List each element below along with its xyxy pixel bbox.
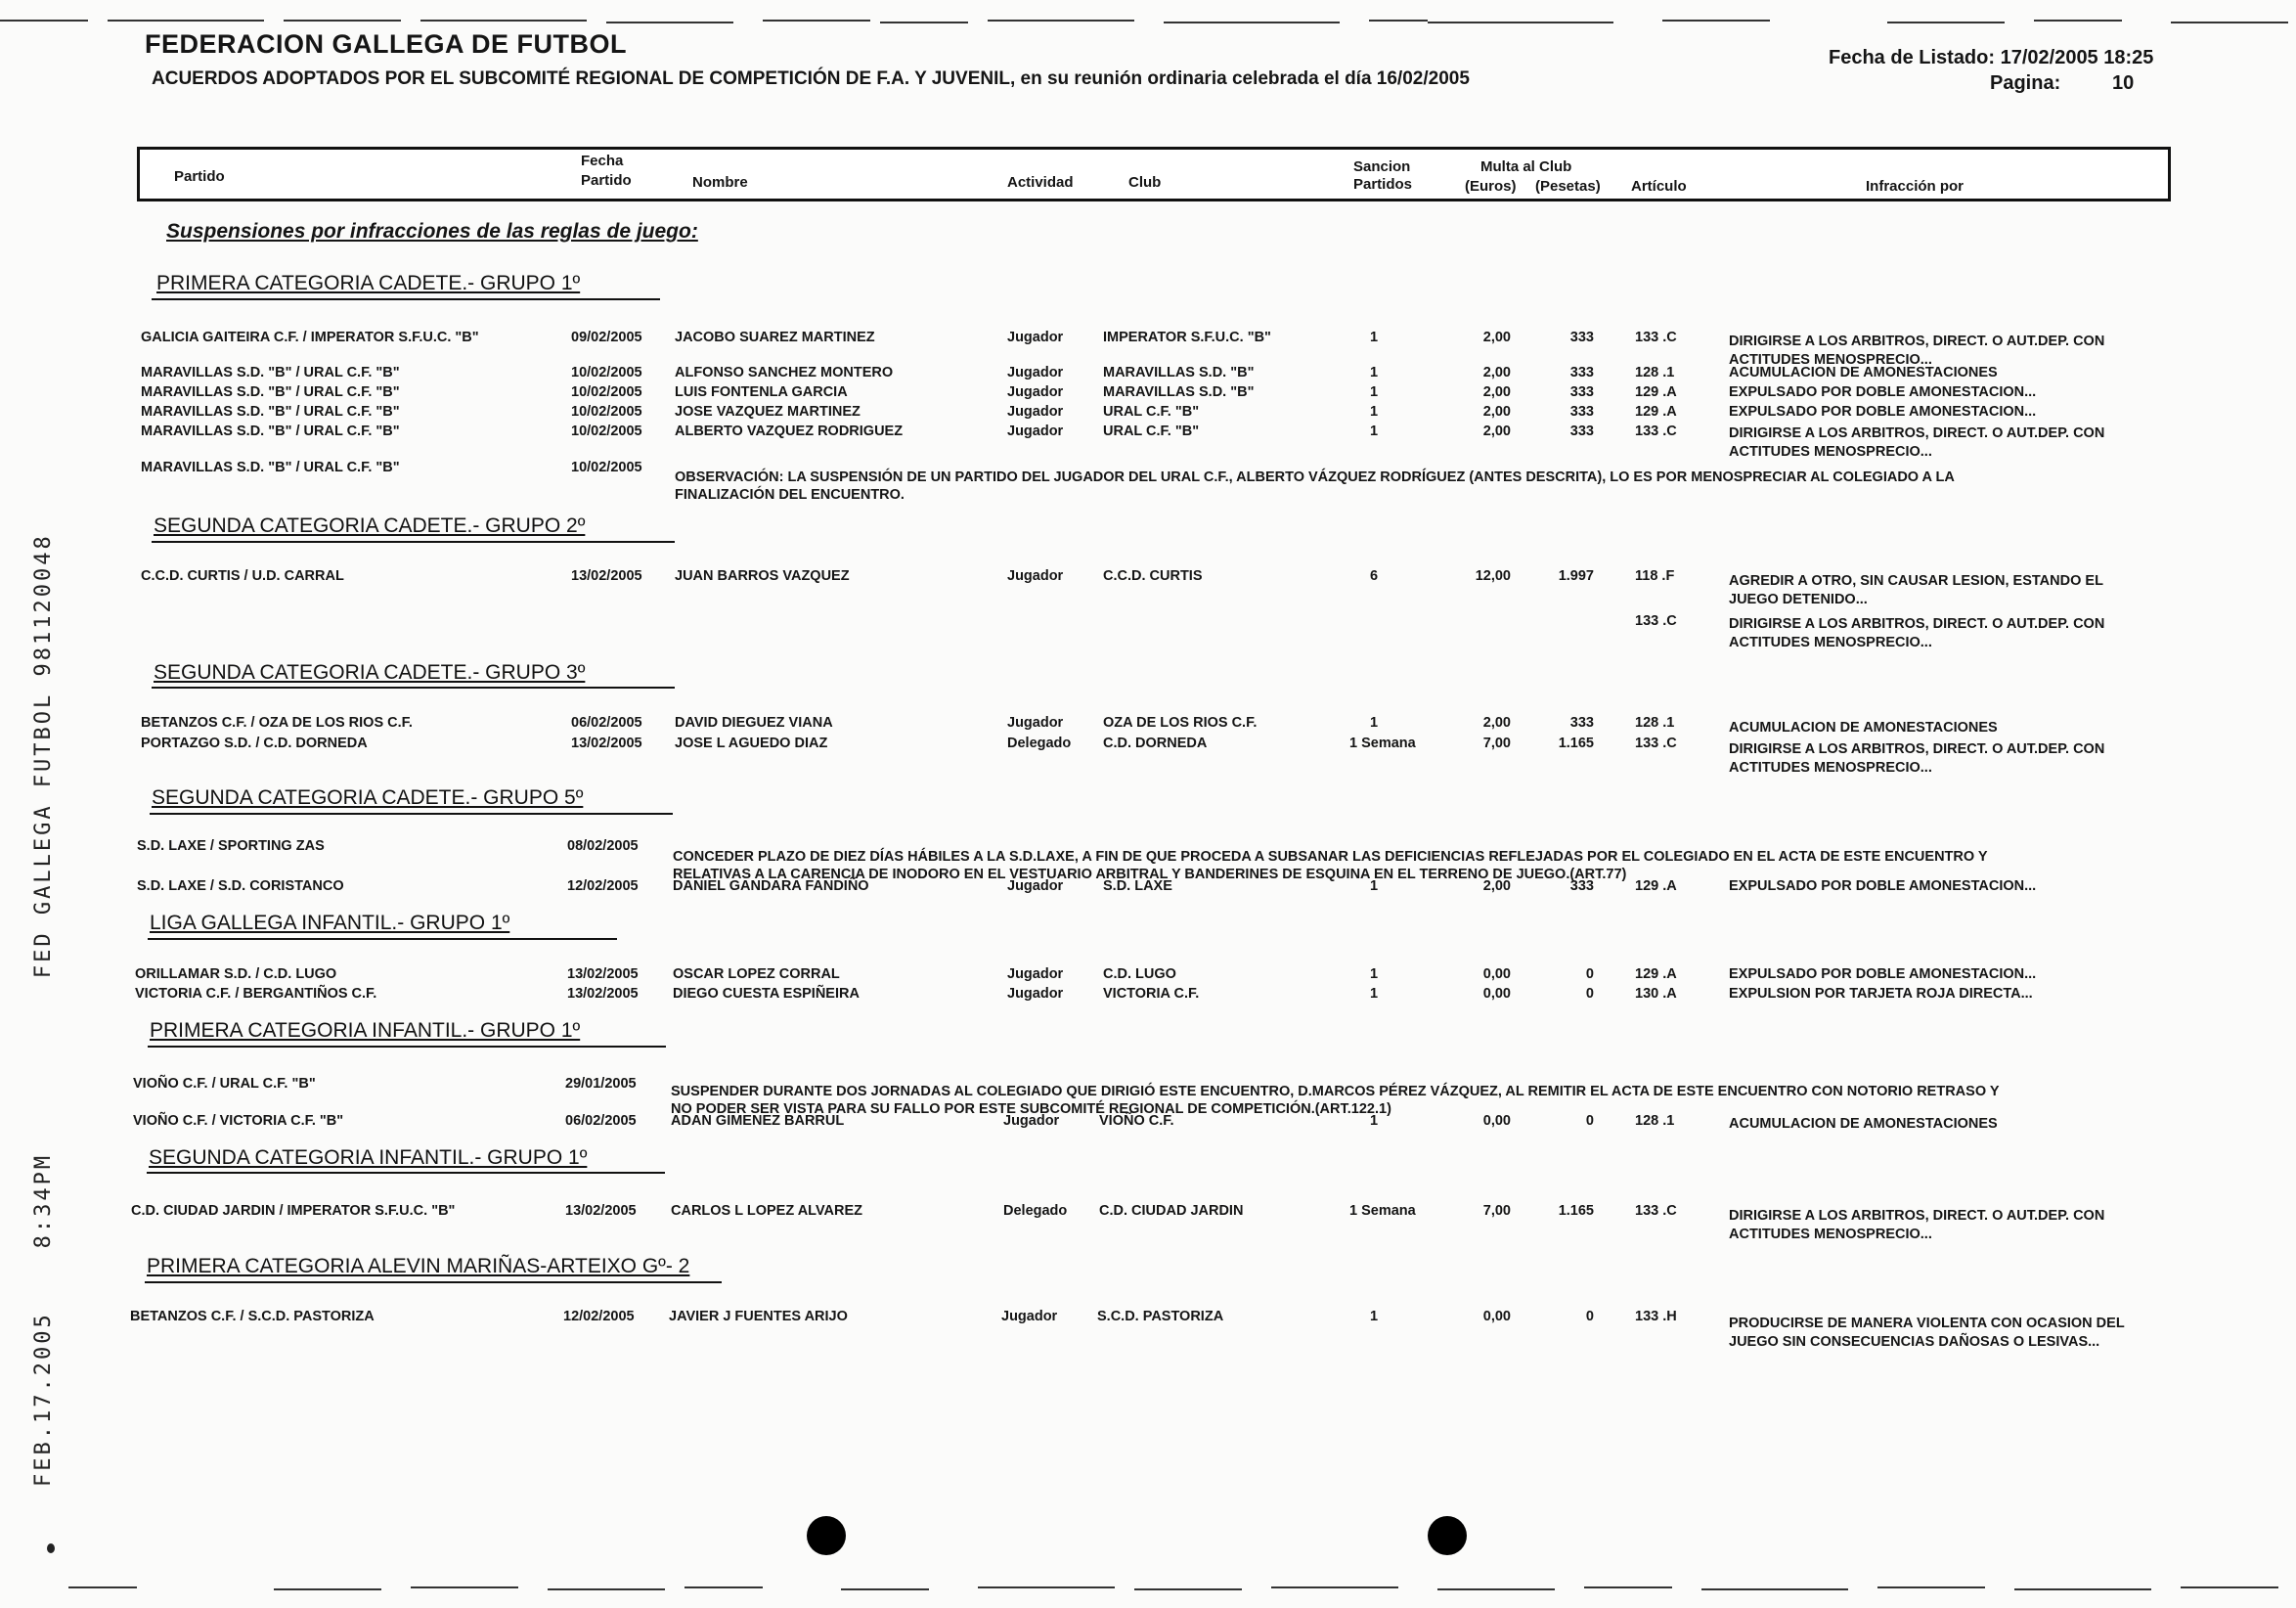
club: VIOÑO C.F. [1099, 1113, 1174, 1129]
infraccion: EXPULSADO POR DOBLE AMONESTACION... [1729, 384, 2037, 400]
infraccion: EXPULSADO POR DOBLE AMONESTACION... [1729, 404, 2037, 420]
nombre: DAVID DIEGUEZ VIANA [675, 715, 833, 731]
euros: 2,00 [1482, 878, 1511, 894]
nombre: ADAN GIMENEZ BARRUL [671, 1113, 845, 1129]
articulo: 133 .C [1635, 613, 1677, 629]
fecha: 10/02/2005 [571, 424, 642, 439]
nombre: ALBERTO VAZQUEZ RODRIGUEZ [675, 424, 904, 439]
col-pesetas: (Pesetas) [1535, 178, 1601, 195]
infraccion-line: DIRIGIRSE A LOS ARBITROS, DIRECT. O AUT.DEP. CON [1729, 616, 2105, 632]
actividad: Delegado [1007, 736, 1072, 751]
partido: MARAVILLAS S.D. "B" / URAL C.F. "B" [141, 424, 400, 439]
sancion: 1 [1369, 330, 1379, 345]
observation-line: CONCEDER PLAZO DE DIEZ DÍAS HÁBILES A LA S.D.LAXE, A FIN DE QUE PROCEDA A SUBSANAR LAS DEFICIENCIAS REFLEJADAS POR EL COLEGIADO EN EL ACTA DE ESTE ENCUENTRO Y [673, 849, 1988, 865]
table-row [0, 613, 2296, 650]
fecha: 10/02/2005 [571, 365, 642, 380]
col-fecha-bottom: Partido [581, 172, 632, 189]
actividad: Delegado [1003, 1203, 1068, 1219]
table-row [0, 986, 2296, 1005]
fecha: 09/02/2005 [571, 330, 642, 345]
sancion: 1 [1369, 715, 1379, 731]
club: S.C.D. PASTORIZA [1097, 1309, 1224, 1324]
articulo: 129 .A [1635, 384, 1677, 400]
sancion: 6 [1369, 568, 1379, 584]
euros: 0,00 [1482, 1113, 1511, 1129]
infraccion: EXPULSADO POR DOBLE AMONESTACION... [1729, 878, 2037, 894]
partido: GALICIA GAITEIRA C.F. / IMPERATOR S.F.U.C. "B" [141, 330, 479, 345]
articulo: 133 .C [1635, 330, 1677, 345]
nombre: LUIS FONTENLA GARCIA [675, 384, 848, 400]
pesetas: 0 [1585, 986, 1594, 1002]
euros: 2,00 [1482, 715, 1511, 731]
observation-line: FINALIZACIÓN DEL ENCUENTRO. [675, 487, 905, 503]
partido: PORTAZGO S.D. / C.D. DORNEDA [141, 736, 368, 751]
actividad: Jugador [1001, 1309, 1058, 1324]
articulo: 128 .1 [1635, 365, 1675, 380]
infraccion [1729, 740, 2104, 778]
sancion: 1 [1369, 365, 1379, 380]
col-nombre: Nombre [692, 174, 748, 191]
table-row [0, 1203, 2296, 1242]
doc-subtitle: ACUERDOS ADOPTADOS POR EL SUBCOMITÉ REGIONAL DE COMPETICIÓN DE F.A. Y JUVENIL, en su reunión ordinaria celebrada el día 16/02/2005 [152, 68, 1470, 89]
partido: C.C.D. CURTIS / U.D. CARRAL [141, 568, 344, 584]
sancion: 1 [1369, 404, 1379, 420]
club: IMPERATOR S.F.U.C. "B" [1103, 330, 1271, 345]
club: MARAVILLAS S.D. "B" [1103, 384, 1255, 400]
actividad: Jugador [1007, 715, 1064, 731]
listing-date: Fecha de Listado: 17/02/2005 18:25 [1829, 47, 2154, 68]
nombre: JOSE VAZQUEZ MARTINEZ [675, 404, 861, 420]
col-sancion-bottom: Partidos [1353, 176, 1413, 193]
infraccion-line: ACTITUDES MENOSPRECIO... [1729, 635, 1932, 650]
infraccion-line: JUEGO SIN CONSECUENCIAS DAÑOSAS O LESIVAS... [1729, 1334, 2100, 1350]
infraccion-line: DIRIGIRSE A LOS ARBITROS, DIRECT. O AUT.DEP. CON [1729, 425, 2105, 441]
partido: MARAVILLAS S.D. "B" / URAL C.F. "B" [141, 384, 400, 400]
observation-line: RELATIVAS A LA CARENCIA DE INODORO EN EL VESTUARIO ARBITRAL Y BANDERINES DE ESQUINA EN EL TERRENO DE JUEGO.(ART.77) [673, 867, 1627, 882]
table-row [0, 878, 2296, 898]
observation-line: SUSPENDER DURANTE DOS JORNADAS AL COLEGIADO QUE DIRIGIÓ ESTE ENCUENTRO, D.MARCOS PÉREZ VÁZQUEZ, AL REMITIR EL ACTA DE ESTE ENCUENTRO CON NOTORIO RETRASO Y [671, 1084, 2000, 1099]
articulo: 133 .C [1635, 424, 1677, 439]
infraccion-line: ACTITUDES MENOSPRECIO... [1729, 1227, 1932, 1242]
section-heading: SEGUNDA CATEGORIA CADETE.- GRUPO 5º [152, 786, 584, 809]
infraccion: ACUMULACION DE AMONESTACIONES [1729, 1116, 1998, 1132]
fecha: 10/02/2005 [571, 404, 642, 420]
sancion: 1 [1369, 878, 1379, 894]
pesetas: 333 [1569, 384, 1594, 400]
col-partido: Partido [174, 168, 225, 185]
page-number: 10 [2112, 72, 2135, 94]
fecha: 13/02/2005 [571, 568, 642, 584]
partido: MARAVILLAS S.D. "B" / URAL C.F. "B" [141, 460, 400, 475]
pesetas: 333 [1569, 330, 1594, 345]
col-infraccion: Infracción por [1866, 178, 1965, 195]
articulo: 128 .1 [1635, 1113, 1675, 1129]
main-heading: Suspensiones por infracciones de las reglas de juego: [166, 220, 698, 243]
section-heading: PRIMERA CATEGORIA ALEVIN MARIÑAS-ARTEIXO Gº- 2 [147, 1255, 690, 1277]
infraccion [1729, 572, 2103, 609]
nombre: OSCAR LOPEZ CORRAL [673, 966, 840, 982]
table-row [0, 404, 2296, 424]
club: MARAVILLAS S.D. "B" [1103, 365, 1255, 380]
euros: 2,00 [1482, 330, 1511, 345]
club: C.D. LUGO [1103, 966, 1176, 982]
articulo: 133 .C [1635, 1203, 1677, 1219]
col-multa: Multa al Club [1480, 158, 1572, 175]
section-heading: SEGUNDA CATEGORIA CADETE.- GRUPO 2º [154, 514, 586, 537]
infraccion: EXPULSADO POR DOBLE AMONESTACION... [1729, 966, 2037, 982]
partido: VIOÑO C.F. / VICTORIA C.F. "B" [133, 1113, 344, 1129]
articulo: 133 .H [1635, 1309, 1677, 1324]
nombre: ALFONSO SANCHEZ MONTERO [675, 365, 894, 380]
org-title: FEDERACION GALLEGA DE FUTBOL [145, 29, 627, 59]
sancion: 1 [1369, 986, 1379, 1002]
fecha: 13/02/2005 [565, 1203, 637, 1219]
col-fecha-top: Fecha [581, 153, 624, 169]
infraccion-line: DIRIGIRSE A LOS ARBITROS, DIRECT. O AUT.DEP. CON [1729, 1208, 2105, 1224]
articulo: 129 .A [1635, 966, 1677, 982]
euros: 2,00 [1482, 404, 1511, 420]
club: OZA DE LOS RIOS C.F. [1103, 715, 1258, 731]
table-row [0, 568, 2296, 607]
sancion: 1 [1369, 424, 1379, 439]
section-heading: LIGA GALLEGA INFANTIL.- GRUPO 1º [150, 912, 510, 934]
nombre: JUAN BARROS VAZQUEZ [675, 568, 850, 584]
nombre: CARLOS L LOPEZ ALVAREZ [671, 1203, 863, 1219]
infraccion: ACUMULACION DE AMONESTACIONES [1729, 365, 1998, 380]
partido: BETANZOS C.F. / S.C.D. PASTORIZA [130, 1309, 375, 1324]
observation-line: OBSERVACIÓN: LA SUSPENSIÓN DE UN PARTIDO DEL JUGADOR DEL URAL C.F., ALBERTO VÁZQUEZ RODRÍGUEZ (ANTES DESCRITA), LO ES POR MENOSPRECIAR AL COLEGIADO A LA [675, 469, 1955, 485]
partido: VIOÑO C.F. / URAL C.F. "B" [133, 1076, 316, 1092]
table-row [0, 966, 2296, 986]
col-euros: (Euros) [1465, 178, 1517, 195]
fax-sender: FED GALLEGA FUTBOL 981120048 [31, 533, 56, 979]
articulo: 128 .1 [1635, 715, 1675, 731]
col-articulo: Artículo [1631, 178, 1687, 195]
sancion: 1 Semana [1349, 736, 1416, 751]
fecha: 08/02/2005 [567, 838, 639, 854]
table-row [0, 1113, 2296, 1133]
actividad: Jugador [1007, 878, 1064, 894]
infraccion-line: PRODUCIRSE DE MANERA VIOLENTA CON OCASION DEL [1729, 1316, 2125, 1331]
euros: 7,00 [1482, 736, 1511, 751]
pesetas: 333 [1569, 715, 1594, 731]
sancion: 1 [1369, 966, 1379, 982]
infraccion-line: ACTITUDES MENOSPRECIO... [1729, 760, 1932, 776]
actividad: Jugador [1007, 384, 1064, 400]
pesetas: 0 [1585, 1309, 1594, 1324]
partido: S.D. LAXE / S.D. CORISTANCO [137, 878, 344, 894]
actividad: Jugador [1003, 1113, 1060, 1129]
club: C.D. CIUDAD JARDIN [1099, 1203, 1244, 1219]
euros: 0,00 [1482, 1309, 1511, 1324]
actividad: Jugador [1007, 424, 1064, 439]
euros: 2,00 [1482, 424, 1511, 439]
actividad: Jugador [1007, 404, 1064, 420]
page-label: Pagina: [1990, 72, 2061, 94]
euros: 7,00 [1482, 1203, 1511, 1219]
articulo: 129 .A [1635, 404, 1677, 420]
infraccion-line: ACTITUDES MENOSPRECIO... [1729, 352, 1932, 368]
infraccion-line: JUEGO DETENIDO... [1729, 592, 1868, 607]
pesetas: 1.165 [1558, 736, 1594, 751]
club: VICTORIA C.F. [1103, 986, 1200, 1002]
table-row [0, 1309, 2296, 1350]
fax-date: FEB.17.2005 [31, 1312, 56, 1487]
pesetas: 1.165 [1558, 1203, 1594, 1219]
infraccion-line: DIRIGIRSE A LOS ARBITROS, DIRECT. O AUT.DEP. CON [1729, 334, 2105, 349]
fecha: 12/02/2005 [567, 878, 639, 894]
actividad: Jugador [1007, 568, 1064, 584]
table-row [0, 736, 2296, 776]
pesetas: 333 [1569, 365, 1594, 380]
pesetas: 333 [1569, 424, 1594, 439]
infraccion [1729, 1315, 2125, 1352]
pesetas: 333 [1569, 404, 1594, 420]
euros: 2,00 [1482, 365, 1511, 380]
pesetas: 0 [1585, 966, 1594, 982]
club: C.C.D. CURTIS [1103, 568, 1203, 584]
infraccion-line: AGREDIR A OTRO, SIN CAUSAR LESION, ESTANDO EL [1729, 573, 2103, 589]
section-heading: SEGUNDA CATEGORIA INFANTIL.- GRUPO 1º [149, 1146, 588, 1169]
articulo: 129 .A [1635, 878, 1677, 894]
col-actividad: Actividad [1007, 174, 1074, 191]
pesetas: 0 [1585, 1113, 1594, 1129]
sancion: 1 [1369, 1309, 1379, 1324]
euros: 12,00 [1475, 568, 1511, 584]
club: URAL C.F. "B" [1103, 424, 1200, 439]
table-row [0, 365, 2296, 384]
punch-hole [807, 1516, 846, 1555]
actividad: Jugador [1007, 330, 1064, 345]
nombre: DANIEL GANDARA FANDIÑO [673, 878, 869, 894]
fax-time: 8:34PM [31, 1152, 56, 1249]
partido: ORILLAMAR S.D. / C.D. LUGO [135, 966, 337, 982]
partido: MARAVILLAS S.D. "B" / URAL C.F. "B" [141, 404, 400, 420]
pesetas: 333 [1569, 878, 1594, 894]
infraccion [1729, 615, 2104, 652]
articulo: 133 .C [1635, 736, 1677, 751]
fecha: 10/02/2005 [571, 384, 642, 400]
infraccion-line: ACTITUDES MENOSPRECIO... [1729, 444, 1932, 460]
partido: BETANZOS C.F. / OZA DE LOS RIOS C.F. [141, 715, 413, 731]
nombre: JOSE L AGUEDO DIAZ [675, 736, 828, 751]
euros: 0,00 [1482, 986, 1511, 1002]
actividad: Jugador [1007, 986, 1064, 1002]
club: C.D. DORNEDA [1103, 736, 1208, 751]
euros: 2,00 [1482, 384, 1511, 400]
partido: VICTORIA C.F. / BERGANTIÑOS C.F. [135, 986, 377, 1002]
partido: C.D. CIUDAD JARDIN / IMPERATOR S.F.U.C. "B" [131, 1203, 456, 1219]
col-sancion-top: Sancion [1353, 158, 1411, 175]
sancion: 1 [1369, 1113, 1379, 1129]
infraccion [1729, 424, 2104, 462]
section-heading: PRIMERA CATEGORIA CADETE.- GRUPO 1º [156, 272, 581, 294]
nombre: JAVIER J FUENTES ARIJO [669, 1309, 848, 1324]
fecha: 13/02/2005 [571, 736, 642, 751]
articulo: 130 .A [1635, 986, 1677, 1002]
table-row [0, 715, 2296, 735]
speck [47, 1543, 55, 1553]
pesetas: 1.997 [1558, 568, 1594, 584]
nombre: DIEGO CUESTA ESPIÑEIRA [673, 986, 860, 1002]
club: S.D. LAXE [1103, 878, 1172, 894]
infraccion [1729, 1207, 2104, 1244]
fecha: 06/02/2005 [571, 715, 642, 731]
infraccion-line: DIRIGIRSE A LOS ARBITROS, DIRECT. O AUT.DEP. CON [1729, 741, 2105, 757]
actividad: Jugador [1007, 966, 1064, 982]
euros: 0,00 [1482, 966, 1511, 982]
fecha: 13/02/2005 [567, 986, 639, 1002]
fecha: 12/02/2005 [563, 1309, 635, 1324]
sancion: 1 Semana [1349, 1203, 1416, 1219]
table-row [0, 330, 2296, 368]
section-heading: PRIMERA CATEGORIA INFANTIL.- GRUPO 1º [150, 1019, 581, 1042]
sancion: 1 [1369, 384, 1379, 400]
partido: MARAVILLAS S.D. "B" / URAL C.F. "B" [141, 365, 400, 380]
infraccion: EXPULSION POR TARJETA ROJA DIRECTA... [1729, 986, 2033, 1002]
fecha: 13/02/2005 [567, 966, 639, 982]
observation [675, 469, 1955, 504]
nombre: JACOBO SUAREZ MARTINEZ [675, 330, 875, 345]
fecha: 06/02/2005 [565, 1113, 637, 1129]
fecha: 29/01/2005 [565, 1076, 637, 1092]
observation-line: NO PODER SER VISTA PARA SU FALLO POR ESTE SUBCOMITÉ REGIONAL DE COMPETICIÓN.(ART.122.1) [671, 1101, 1391, 1117]
club: URAL C.F. "B" [1103, 404, 1200, 420]
section-heading: SEGUNDA CATEGORIA CADETE.- GRUPO 3º [154, 661, 586, 684]
col-club: Club [1128, 174, 1162, 191]
table-row [0, 384, 2296, 404]
fecha: 10/02/2005 [571, 460, 642, 475]
partido: S.D. LAXE / SPORTING ZAS [137, 838, 325, 854]
actividad: Jugador [1007, 365, 1064, 380]
articulo: 118 .F [1635, 568, 1675, 584]
infraccion: ACUMULACION DE AMONESTACIONES [1729, 720, 1998, 736]
table-row [0, 424, 2296, 460]
punch-hole [1428, 1516, 1467, 1555]
